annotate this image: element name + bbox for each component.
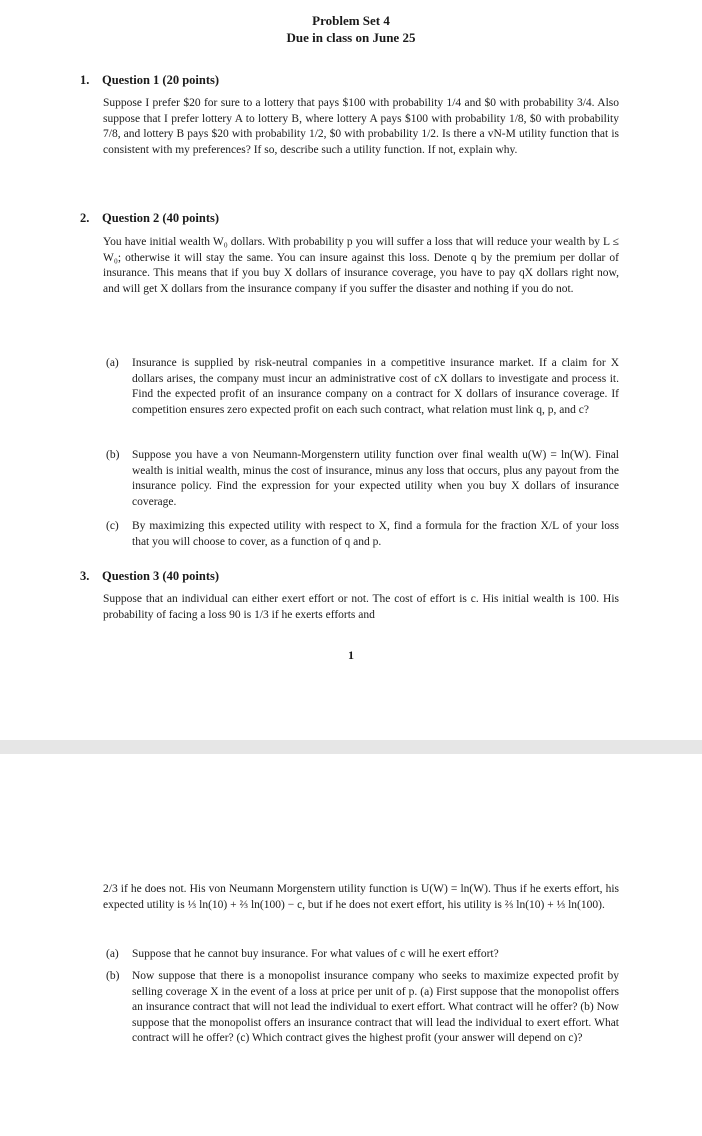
question-3-number: 3. (80, 569, 90, 583)
part-label: (a) (106, 948, 119, 960)
question-1-title: Question 1 (20 points) (102, 73, 220, 87)
question-2-part-b (106, 448, 619, 510)
part-label: (b) (106, 449, 120, 461)
question-2-number: 2. (80, 211, 90, 225)
document-title: Problem Set 4 (312, 13, 390, 28)
question-3-body-start: Suppose that an individual can either exert effort or not. The cost of effort is c. His initial wealth is 100. His probability of facing a loss 90 is 1/3 if he exerts efforts and (103, 593, 619, 621)
question-3-heading (80, 569, 219, 584)
page-number: 1 (348, 648, 354, 662)
part-text: Suppose that he cannot buy insurance. For what values of c will he exert effort? (132, 948, 499, 960)
question-2-body: You have initial wealth W₀ dollars. With probability p you will suffer a loss that will reduce your wealth by L ≤ W₀; otherwise it will stay the same. You can insure against this loss. Denote q by the premium per dollar of insurance. This means that if you buy X dollars of insurance coverage, you have to pay qX dollars right now, and will get X dollars from the insurance company if you suffer the disaster and nothing if you do not. (103, 236, 619, 295)
page-separator (0, 740, 702, 754)
question-3-part-a (106, 947, 619, 963)
part-text: By maximizing this expected utility with respect to X, find a formula for the fraction X/L of your loss that you will choose to cover, as a function of q and p. (132, 520, 619, 548)
part-text: Insurance is supplied by risk-neutral companies in a competitive insurance market. If a claim for X dollars arises, the company must incur an administrative cost of cX dollars to investigate and process it. Find the expected profit of an insurance company on a contract for X dollars of insurance coverage. If competition ensures zero expected profit on each such contract, what relation must link q, p, and c? (132, 357, 619, 416)
part-label: (a) (106, 357, 119, 369)
part-text: Suppose you have a von Neumann-Morgenstern utility function over final wealth u(W) = ln(W). Final wealth is initial wealth, minus the cost of insurance, minus any loss that occurs, plus any payout from the insurance policy. Find the expression for your expected utility when you buy X dollars of insurance coverage. (132, 449, 619, 508)
question-2-part-a (106, 356, 619, 418)
part-label: (c) (106, 520, 119, 532)
question-1-heading (80, 73, 219, 88)
question-1-number: 1. (80, 73, 90, 87)
question-2-title: Question 2 (40 points) (102, 211, 220, 225)
document-header (0, 12, 702, 46)
question-3-title: Question 3 (40 points) (102, 569, 220, 583)
part-label: (b) (106, 970, 120, 982)
part-text: Now suppose that there is a monopolist insurance company who seeks to maximize expected profit by selling coverage X in the event of a loss at price per unit of p. (a) First suppose that the monopolist offers an insurance contract that will not lead the individual to exert effort. What contract will he offer? (b) Now suppose that the monopolist offers an insurance contract that will lead the individual to exert effort. What contract will he offer? (c) Which contract gives the highest profit (your answer will depend on c)? (132, 970, 619, 1045)
question-1-body: Suppose I prefer $20 for sure to a lottery that pays $100 with probability 1/4 and $0 with probability 3/4. Also suppose that I prefer lottery A to lottery B, where lottery A pays $100 with probability 1/8, $0 with probability 7/8, and lottery B pays $20 with probability 1/2, $0 with probability 1/2. Is there a vN-M utility function that is consistent with my preferences? If so, describe such a utility function. If not, explain why. (103, 97, 619, 156)
page-2 (0, 754, 702, 1136)
question-2-part-c (106, 519, 619, 550)
due-date: Due in class on June 25 (286, 30, 416, 45)
question-3-body-continued: 2/3 if he does not. His von Neumann Morgenstern utility function is U(W) = ln(W). Thus if he exerts effort, his expected utility is ⅓ ln(10) + ⅔ ln(100) − c, but if he does not exert effort, his utility is ⅔ ln(10) + ⅓ ln(100). (103, 883, 619, 911)
question-2-heading (80, 211, 219, 226)
question-3-part-b (106, 969, 619, 1047)
